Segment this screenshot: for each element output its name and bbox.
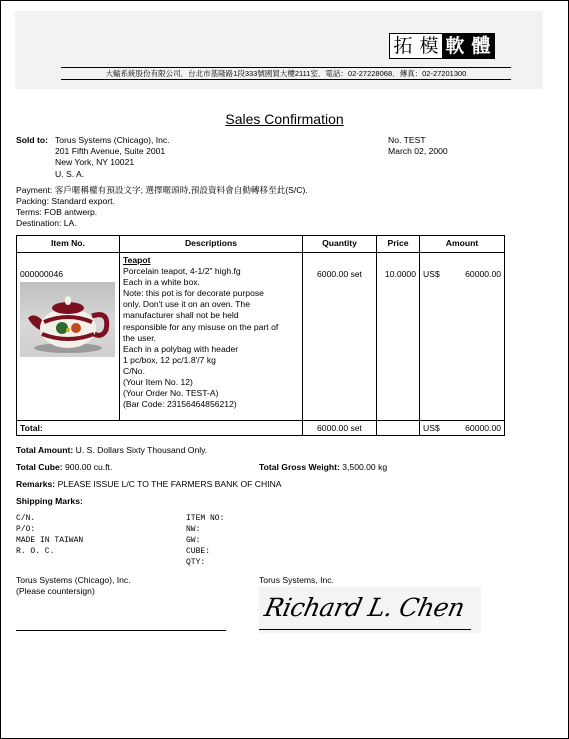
address-line: New York, NY 10021 (55, 157, 135, 168)
items-table (16, 235, 505, 436)
description-line: (Bar Code: 23156464856212) (123, 399, 237, 410)
item-no-cell (17, 253, 120, 421)
col-header-item-no: Item No. (17, 236, 120, 253)
total-amount-cell (420, 421, 505, 436)
document-number: No. TEST (388, 135, 426, 145)
description-line: (Your Item No. 12) (123, 377, 193, 388)
table-header-row (17, 236, 505, 253)
shipping-mark: C/N. (16, 514, 36, 523)
payment-terms: Payment: 客戶暱稱權有預設文字; 選擇暱頭時,預設資料會自動轉移至此(S/C). (16, 185, 308, 195)
remarks-line (16, 479, 282, 490)
destination: Destination: LA. (16, 218, 77, 228)
total-price-blank (377, 421, 420, 436)
total-cube-label: Total Cube: (16, 462, 63, 472)
description-line: Note: this pot is for decorate purpose (123, 288, 264, 299)
amount: 60000.00 (465, 423, 501, 433)
shipping-marks-left (16, 513, 83, 557)
trade-terms: Terms: FOB antwerp. (16, 207, 98, 217)
teapot-photo (20, 282, 115, 357)
logo-char: 體 (468, 34, 494, 58)
item-number: 000000046 (20, 269, 64, 279)
description-line: Porcelain teapot, 4-1/2" high.fg (123, 266, 241, 277)
total-amount-line (16, 445, 207, 456)
total-amount-value: U. S. Dollars Sixty Thousand Only. (75, 445, 208, 455)
total-cube-line (16, 462, 112, 473)
price-cell (377, 253, 420, 421)
total-amount-label: Total Amount: (16, 445, 74, 455)
shipping-marks-right (186, 513, 224, 568)
description-line: the user. (123, 332, 156, 343)
address-line: Torus Systems (Chicago), Inc. (55, 135, 170, 145)
shipping-mark: ITEM NO: (186, 514, 225, 523)
shipping-mark: P/O: (16, 525, 36, 534)
buyer-block (16, 575, 131, 597)
buyer-name: Torus Systems (Chicago), Inc. (16, 575, 131, 585)
signature-box (259, 587, 481, 633)
total-label: Total: (17, 421, 303, 436)
shipping-mark: MADE IN TAIWAN (16, 536, 84, 545)
price-value: 10.0000 (384, 269, 416, 279)
seller-signature-line (259, 629, 471, 630)
description-line: Each in a polybag with header (123, 343, 239, 354)
table-row (17, 253, 505, 421)
description-line: responsible for any misuse on the part of (123, 321, 279, 332)
buyer-signature-line (16, 630, 226, 631)
description-line: Each in a white box. (123, 277, 200, 288)
sold-to-address (55, 135, 170, 180)
description-line: C/No. (123, 365, 145, 376)
shipping-mark: R. O. C. (16, 547, 55, 556)
col-header-amount: Amount (420, 236, 505, 253)
description-cell (120, 253, 303, 421)
col-header-price: Price (377, 236, 420, 253)
col-header-descriptions: Descriptions (120, 236, 303, 253)
currency: US$ (423, 423, 440, 433)
remarks-label: Remarks: (16, 479, 56, 489)
total-gross-line (259, 462, 387, 473)
company-logo (389, 33, 495, 59)
total-cube-value: 900.00 cu.ft. (65, 462, 113, 472)
letterhead (15, 11, 543, 89)
company-address: 大輸系統股份有限公司．台北市基隆路1段333號國貿大樓2111室．電話：02-27228068．傳真：02-27201300 (61, 67, 511, 80)
seller-name: Torus Systems, Inc. (259, 575, 334, 585)
logo-char: 拓 (390, 34, 416, 58)
total-quantity: 6000.00 set (303, 421, 377, 436)
document-date: March 02, 2000 (388, 146, 448, 156)
total-gross-value: 3,500.00 kg (342, 462, 388, 472)
description-line: only. Don't use it on an oven. The (123, 299, 250, 310)
amount-value (423, 269, 501, 279)
amount: 60000.00 (465, 269, 501, 279)
logo-char: 模 (416, 34, 442, 58)
total-row (17, 421, 505, 436)
shipping-mark: CUBE: (186, 547, 211, 556)
logo-char: 軟 (442, 34, 468, 58)
shipping-marks-label: Shipping Marks: (16, 496, 83, 506)
col-header-quantity: Quantity (303, 236, 377, 253)
address-line: 201 Fifth Avenue, Suite 2001 (55, 146, 166, 157)
currency: US$ (423, 269, 440, 279)
shipping-mark: QTY: (186, 558, 206, 567)
quantity-cell (303, 253, 377, 421)
description-line: (Your Order No. TEST-A) (123, 388, 219, 399)
countersign-note: (Please countersign) (16, 586, 95, 597)
sold-to-label: Sold to: (16, 135, 48, 145)
address-line: U. S. A. (55, 168, 85, 179)
total-gross-label: Total Gross Weight: (259, 462, 340, 472)
description-line: manufacturer shall not be held (123, 310, 239, 321)
amount-cell (420, 253, 505, 421)
document-title: Sales Confirmation (225, 111, 344, 127)
item-title: Teapot (123, 255, 151, 265)
quantity-value: 6000.00 set (317, 269, 362, 279)
shipping-mark: GW: (186, 536, 201, 545)
remarks-value: PLEASE ISSUE L/C TO THE FARMERS BANK OF CHINA (57, 479, 282, 489)
packing-terms: Packing: Standard export. (16, 196, 115, 206)
description-line: 1 pc/box, 12 pc/1.8'/7 kg (123, 354, 216, 365)
shipping-mark: NW: (186, 525, 201, 534)
seller-signature: Richard L. Chen (261, 593, 467, 622)
